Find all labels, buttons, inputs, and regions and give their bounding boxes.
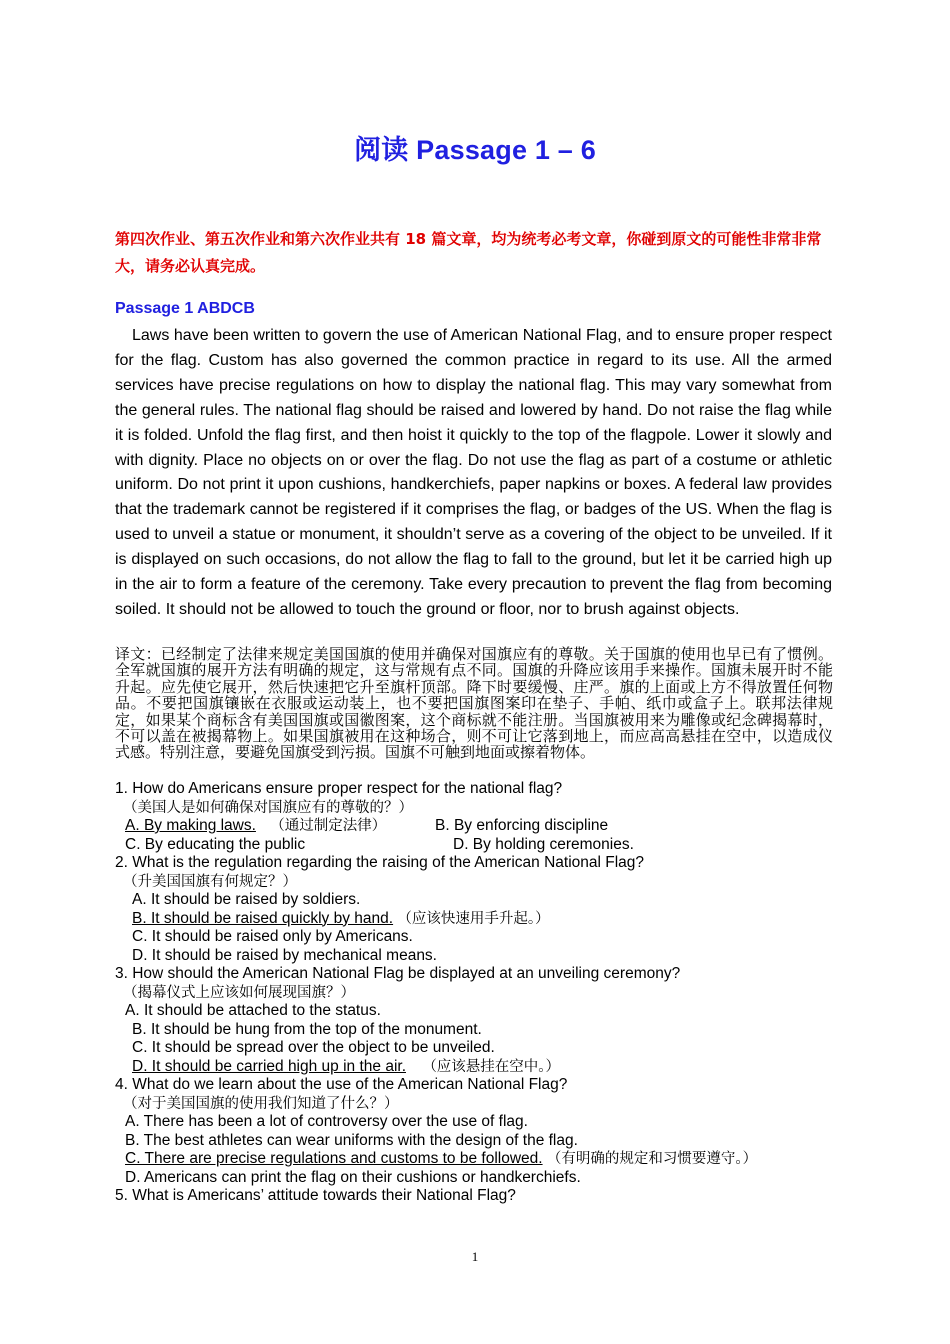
question-1-options-ab bbox=[115, 817, 840, 836]
question-2-option-d: D. It should be raised by mechanical means. bbox=[132, 946, 437, 964]
question-4-option-c-row bbox=[115, 1150, 840, 1169]
questions-section bbox=[115, 780, 840, 1206]
question-2-option-a: A. It should be raised by soldiers. bbox=[132, 891, 361, 908]
page-number: 1 bbox=[471, 1249, 479, 1264]
question-3-translation: （揭幕仪式上应该如何展现国旗？） bbox=[123, 984, 355, 1001]
question-5: 5. What is Americans’ attitude towards their National Flag? bbox=[115, 1187, 516, 1204]
question-4-option-d: D. Americans can print the flag on their cushions or handkerchiefs. bbox=[125, 1168, 581, 1186]
question-1-option-d: D. By holding ceremonies. bbox=[453, 835, 634, 853]
passage-body: Laws have been written to govern the use of American National Flag, and to ensure proper respect for the flag. Custom has also governed the common practice in regard to its use. All the armed services have precise regulations on how to display the national flag. This may vary somewhat from the general rules. The national flag should be raised and lowered by hand. Do not raise the flag while it is folded. Unfold the flag first, and then hoist it quickly to the top of the flagpole. Lower it slowly and with dignity. Place no objects on or over the flag. Do not use the flag as part of a costume or athletic uniform. Do not print it upon cushions, handkerchiefs, paper napkins or boxes. A federal law provides that the trademark cannot be registered if it comprises the flag, or badges of the US. When the flag is used to unveil a statue or monument, it shouldn’t serve as a covering of the object to be unveiled. If it is displayed on such occasions, do not allow the flag to fall to the ground, but let it be carried high up in the air to form a feature of the ceremony. Take every precaution to prevent the flag from becoming soiled. It should not be allowed to touch the ground or floor, nor to brush against objects. bbox=[115, 327, 832, 618]
question-2-option-b-row bbox=[115, 910, 840, 929]
question-3-option-d: D. It should be carried high up in the air. bbox=[132, 1057, 406, 1075]
question-4-option-a: A. There has been a lot of controversy over the use of flag. bbox=[125, 1113, 528, 1130]
question-4-translation: （对于美国国旗的使用我们知道了什么？） bbox=[123, 1095, 399, 1112]
question-4-option-b: B. The best athletes can wear uniforms with the design of the flag. bbox=[125, 1131, 578, 1149]
question-2-option-b: B. It should be raised quickly by hand. bbox=[132, 909, 394, 927]
question-3-option-d-row bbox=[115, 1058, 840, 1077]
question-1-option-c: C. By educating the public bbox=[125, 835, 306, 853]
question-3: 3. How should the American National Flag be displayed at an unveiling ceremony? bbox=[115, 965, 681, 982]
passage-translation: 译文：已经制定了法律来规定美国国旗的使用并确保对国旗应有的尊敬。关于国旗的使用也早已有了惯例。全军就国旗的展开方法有明确的规定，这与常规有点不同。国旗的升降应该用手来操作。国旗未展开时不能升起。应先使它展开，然后快速把它升至旗杆顶部。降下时要缓慢、庄严。旗的上面或上方不得放置任何物品。不要把国旗镶嵌在衣服或运动装上，也不要把国旗图案印在垫子、手帕、纸巾或盒子上。联邦法律规定，如果某个商标含有美国国旗或国徽图案，这个商标就不能注册。当国旗被用来为雕像或纪念碑揭幕时，不可以盖在被揭幕物上。如果国旗被用在这种场合，则不可让它落到地上，而应高高悬挂在空中，以造成仪式感。特别注意，要避免国旗受到污损。国旗不可触到地面或擦着物体。 bbox=[115, 645, 833, 762]
question-4-option-c: C. There are precise regulations and customs to be followed. bbox=[125, 1150, 543, 1167]
question-1: 1. How do Americans ensure proper respect for the national flag? bbox=[115, 780, 563, 797]
question-4-option-c-note: （有明确的规定和习惯要遵守。） bbox=[546, 1151, 758, 1167]
question-3-option-c: C. It should be spread over the object to be unveiled. bbox=[132, 1039, 495, 1056]
question-1-option-a-note: （通过制定法律） bbox=[270, 818, 387, 834]
homework-notice: 第四次作业、第五次作业和第六次作业共有 18 篇文章，均为统考必考文章，你碰到原文的可能性非常非常大，请务必认真完成。 bbox=[115, 230, 822, 275]
question-3-option-a: A. It should be attached to the status. bbox=[125, 1002, 381, 1019]
question-2-option-c: C. It should be raised only by Americans. bbox=[132, 928, 413, 945]
passage-heading: Passage 1 ABDCB bbox=[115, 300, 255, 317]
page-title: 阅读 Passage 1 – 6 bbox=[354, 135, 596, 165]
question-3-option-d-note: （应该悬挂在空中。） bbox=[422, 1058, 561, 1075]
question-2-option-b-note: （应该快速用手升起。） bbox=[397, 910, 550, 927]
question-1-option-b: B. By enforcing discipline bbox=[435, 817, 609, 834]
question-4: 4. What do we learn about the use of the American National Flag? bbox=[115, 1076, 568, 1093]
question-2-translation: （升美国国旗有何规定？） bbox=[123, 873, 297, 890]
question-1-option-a: A. By making laws. bbox=[125, 817, 256, 834]
question-3-option-b: B. It should be hung from the top of the monument. bbox=[132, 1020, 482, 1038]
question-1-translation: （美国人是如何确保对国旗应有的尊敬的？） bbox=[123, 799, 413, 816]
question-1-options-cd bbox=[115, 836, 840, 855]
question-2: 2. What is the regulation regarding the raising of the American National Flag? bbox=[115, 854, 645, 871]
